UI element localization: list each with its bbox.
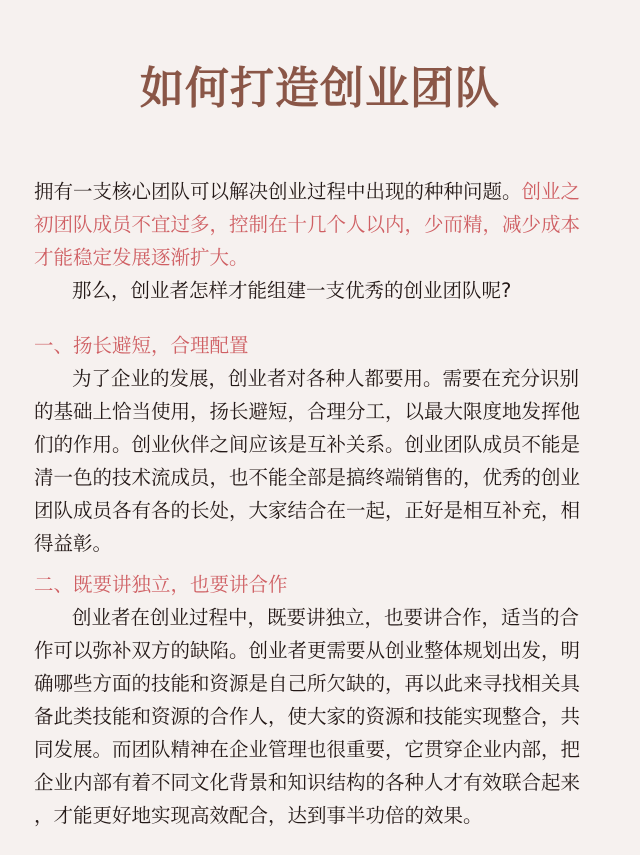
page-title: 如何打造创业团队 xyxy=(140,63,500,114)
section-1-line: 的基础上恰当使用，扬长避短，合理分工，以最大限度地发挥他 xyxy=(34,400,581,423)
section-2-line: 作可以弥补双方的缺陷。创业者更需要从创业整体规划出发，明 xyxy=(34,639,581,662)
section-1 xyxy=(34,329,606,560)
intro-block xyxy=(34,175,606,307)
section-2-line: 企业内部有着不同文化背景和知识结构的各种人才有效联合起来 xyxy=(34,771,581,794)
section-2-line: 创业者在创业过程中，既要讲独立，也要讲合作，适当的合 xyxy=(72,606,580,629)
section-1-line: 清一色的技术流成员，也不能全部是搞终端销售的，优秀的创业 xyxy=(34,466,581,489)
intro-line-2: 初团队成员不宜过多，控制在十几个人以内，少而精，减少成本 xyxy=(34,213,581,236)
section-2-line: 确哪些方面的技能和资源是自己所欠缺的，再以此来寻找相关具 xyxy=(34,672,581,695)
section-2-line: 备此类技能和资源的合作人，使大家的资源和技能实现整合，共 xyxy=(34,705,581,728)
section-1-line: 们的作用。创业伙伴之间应该是互补关系。创业团队成员不能是 xyxy=(34,433,581,456)
section-2 xyxy=(34,568,606,832)
section-2-heading: 二、既要讲独立，也要讲合作 xyxy=(34,573,288,596)
intro-line-1-plain: 拥有一支核心团队可以解决创业过程中出现的种种问题。 xyxy=(34,180,522,203)
intro-line-1-accent: 创业之 xyxy=(521,180,581,203)
intro-line-4: 那么，创业者怎样才能组建一支优秀的创业团队呢? xyxy=(72,279,512,302)
section-1-line: 为了企业的发展，创业者对各种人都要用。需要在充分识别 xyxy=(72,367,580,390)
section-2-line: ，才能更好地实现高效配合，达到事半功倍的效果。 xyxy=(34,804,483,827)
intro-line-1 xyxy=(34,175,606,208)
intro-line-3: 才能稳定发展逐渐扩大。 xyxy=(34,246,249,269)
section-2-line: 同发展。而团队精神在企业管理也很重要，它贯穿企业内部，把 xyxy=(34,738,581,761)
section-1-line: 得益彰。 xyxy=(34,532,113,555)
section-1-line: 团队成员各有各的长处，大家结合在一起，正好是相互补充，相 xyxy=(34,499,581,522)
section-1-heading: 一、扬长避短，合理配置 xyxy=(34,334,249,357)
